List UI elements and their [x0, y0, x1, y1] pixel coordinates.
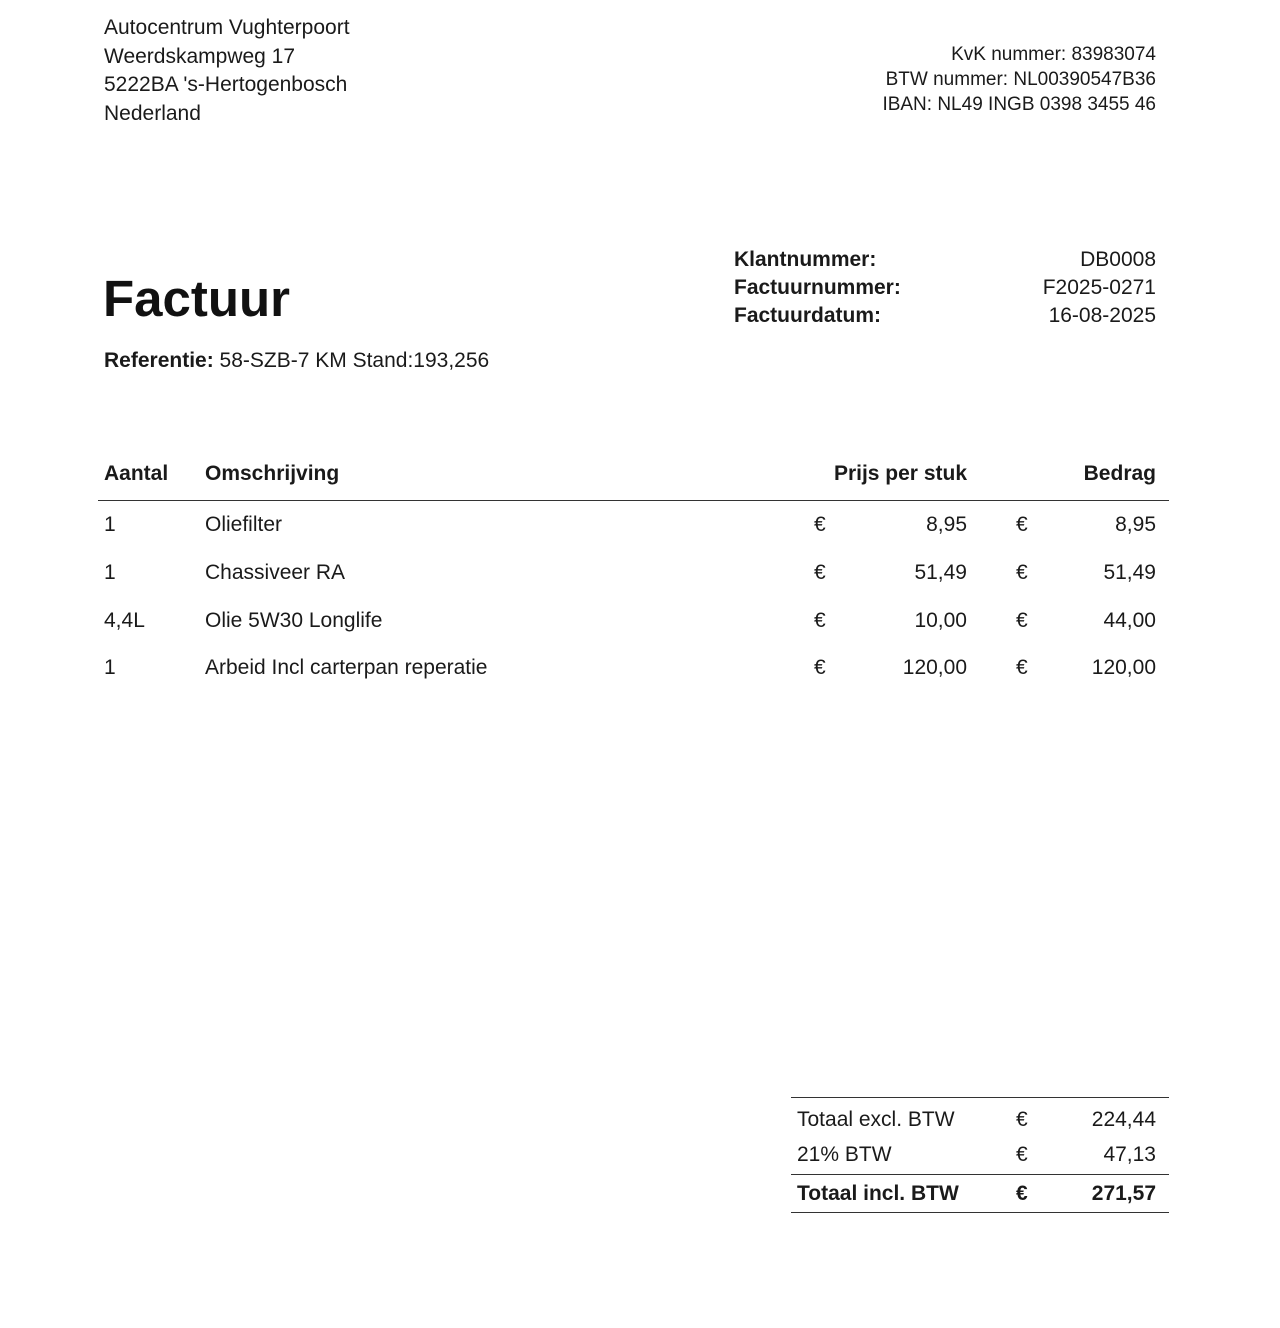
- row-unit-currency: €: [814, 561, 826, 584]
- vat-label: 21% BTW: [797, 1143, 892, 1166]
- invoice-number-value: F2025-0271: [1042, 276, 1156, 299]
- invoice-date-value: 16-08-2025: [1048, 304, 1156, 327]
- items-table-header: [98, 460, 1169, 501]
- subtotal-value: 224,44: [1091, 1108, 1156, 1131]
- row-qty: 1: [104, 561, 116, 584]
- row-description: Oliefilter: [205, 513, 283, 536]
- sender-postal-city: 5222BA 's-Hertogenbosch: [104, 73, 348, 96]
- row-unit-price: 10,00: [914, 609, 967, 632]
- customer-number-value: DB0008: [1080, 248, 1156, 271]
- grand-total-label: Totaal incl. BTW: [797, 1182, 959, 1205]
- document-title: Factuur: [103, 270, 291, 327]
- invoice-date-label: Factuurdatum:: [734, 304, 881, 327]
- customer-number-row: [734, 246, 1156, 274]
- subtotal-label: Totaal excl. BTW: [797, 1108, 955, 1131]
- row-qty: 4,4L: [104, 609, 145, 632]
- table-row: [98, 558, 1169, 588]
- sender-address: [104, 14, 350, 128]
- subtotal-currency: €: [1016, 1108, 1028, 1131]
- grand-total-value: 271,57: [1091, 1182, 1156, 1205]
- company-info: [882, 42, 1156, 117]
- customer-number-label: Klantnummer:: [734, 248, 877, 271]
- reference-label: Referentie:: [104, 349, 214, 372]
- vat-currency: €: [1016, 1143, 1028, 1166]
- row-description: Chassiveer RA: [205, 561, 346, 584]
- row-amount-currency: €: [1016, 561, 1028, 584]
- subtotal-row: [791, 1102, 1169, 1137]
- table-row: [98, 653, 1169, 683]
- sender-name: Autocentrum Vughterpoort: [104, 16, 350, 39]
- row-amount-currency: €: [1016, 513, 1028, 536]
- header-amount: Bedrag: [1083, 462, 1156, 485]
- row-description: Olie 5W30 Longlife: [205, 609, 383, 632]
- header-description: Omschrijving: [205, 462, 340, 485]
- invoice-date-row: [734, 302, 1156, 330]
- reference-line: [104, 347, 489, 375]
- kvk-number: KvK nummer: 83983074: [951, 44, 1156, 65]
- grand-total-currency: €: [1016, 1182, 1028, 1205]
- table-row: [98, 606, 1169, 636]
- row-unit-currency: €: [814, 656, 826, 679]
- row-amount-currency: €: [1016, 656, 1028, 679]
- grand-total-row: [791, 1174, 1169, 1213]
- invoice-number-row: [734, 274, 1156, 302]
- reference-value: 58-SZB-7 KM Stand:193,256: [213, 349, 490, 372]
- iban-number: IBAN: NL49 INGB 0398 3455 46: [882, 94, 1156, 115]
- invoice-meta: [734, 246, 1156, 330]
- header-qty: Aantal: [104, 462, 169, 485]
- totals-block: [791, 1097, 1169, 1213]
- row-unit-price: 8,95: [926, 513, 967, 536]
- vat-row: [791, 1137, 1169, 1172]
- header-unit-price: Prijs per stuk: [833, 462, 967, 485]
- row-unit-currency: €: [814, 513, 826, 536]
- row-amount-currency: €: [1016, 609, 1028, 632]
- row-amount: 51,49: [1103, 561, 1156, 584]
- row-unit-price: 120,00: [902, 656, 967, 679]
- row-amount: 120,00: [1091, 656, 1156, 679]
- row-description: Arbeid Incl carterpan reperatie: [205, 656, 488, 679]
- sender-street: Weerdskampweg 17: [104, 44, 296, 68]
- row-qty: 1: [104, 513, 116, 536]
- sender-country: Nederland: [104, 101, 201, 125]
- row-amount: 44,00: [1103, 609, 1156, 632]
- vat-value: 47,13: [1103, 1143, 1156, 1166]
- btw-number: BTW nummer: NL00390547B36: [885, 69, 1156, 90]
- invoice-number-label: Factuurnummer:: [734, 276, 901, 299]
- row-unit-currency: €: [814, 609, 826, 632]
- table-row: [98, 510, 1169, 540]
- row-unit-price: 51,49: [914, 561, 967, 584]
- row-amount: 8,95: [1115, 513, 1156, 536]
- row-qty: 1: [104, 656, 116, 679]
